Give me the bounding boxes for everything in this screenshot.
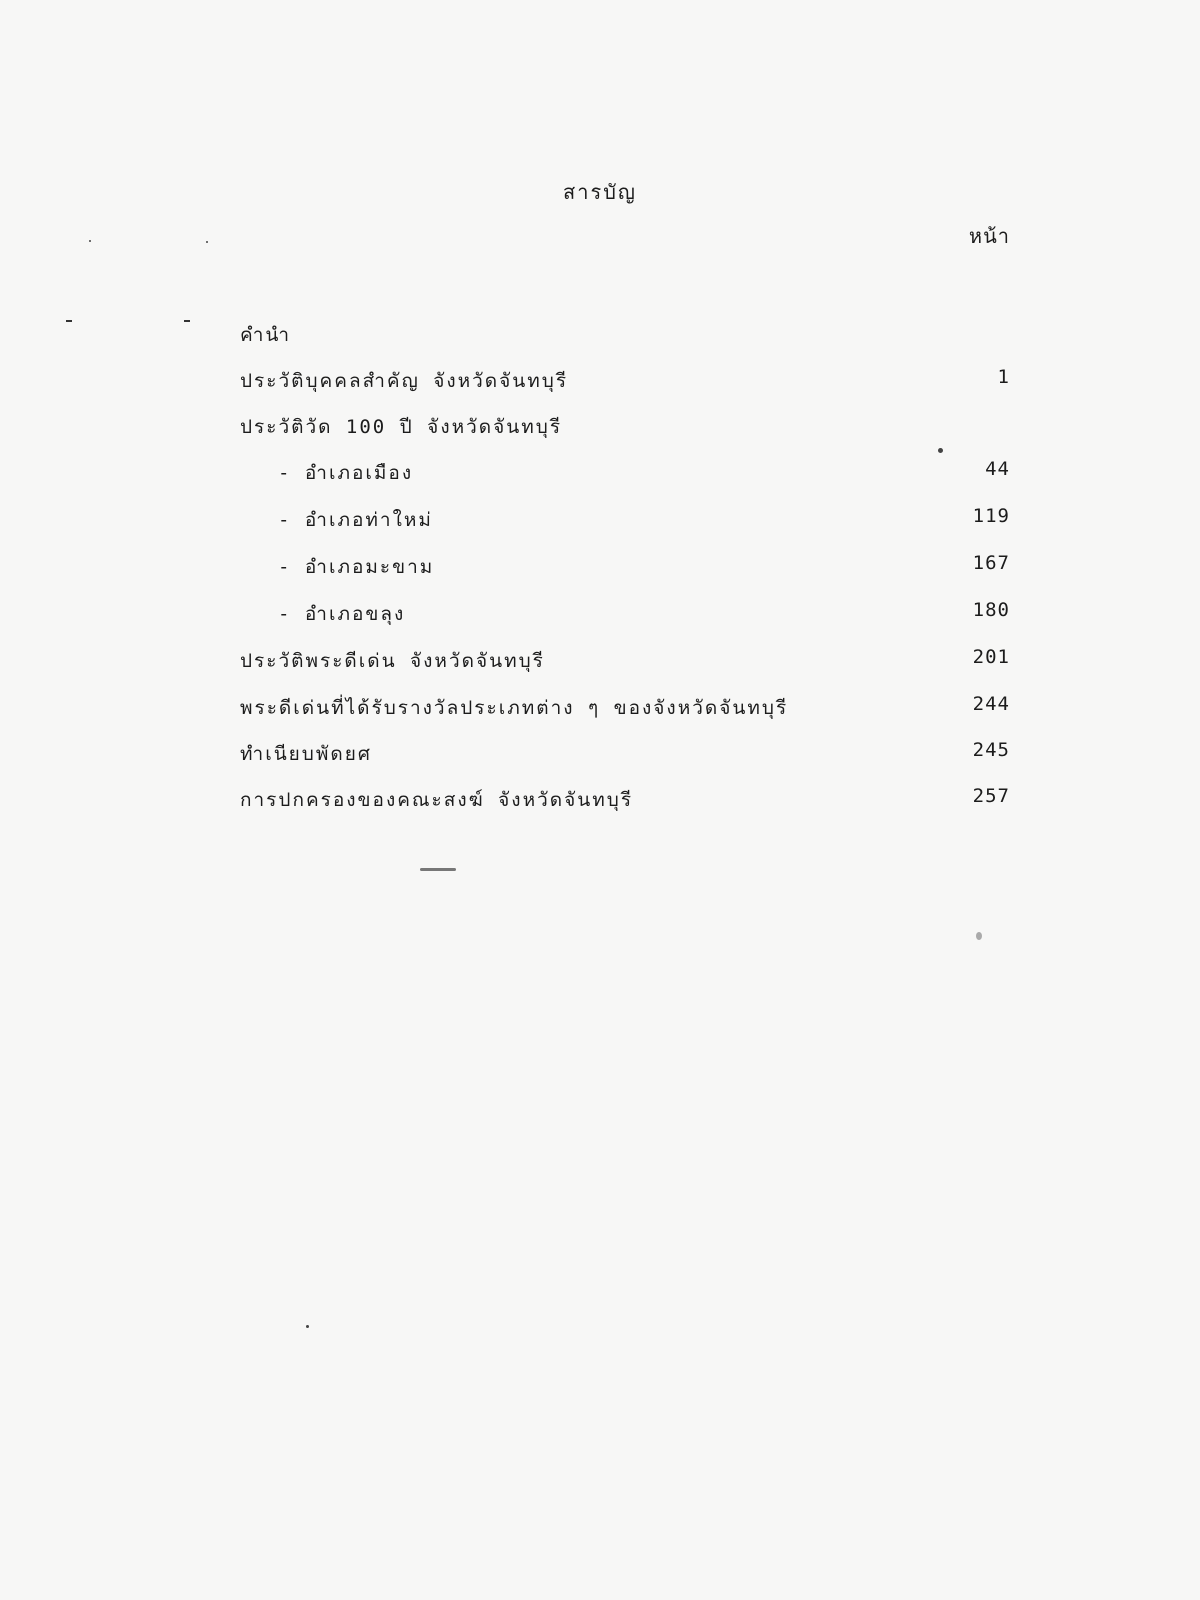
toc-entry-label: - อำเภอท่าใหม่ — [278, 509, 433, 531]
toc-entry-label: ประวัติพระดีเด่น จังหวัดจันทบุรี — [240, 650, 545, 672]
toc-entry-label: การปกครองของคณะสงฆ์ จังหวัดจันทบุรี — [240, 789, 634, 811]
scan-speck — [938, 448, 943, 453]
scan-speck — [306, 1325, 309, 1328]
toc-entry — [240, 785, 1010, 817]
toc-entry-label: คำนำ — [240, 324, 292, 346]
scan-speck — [206, 241, 208, 243]
toc-entry — [240, 320, 1010, 352]
toc-entry-page: 1 — [997, 366, 1010, 388]
toc-entry-label: ทำเนียบพัดยศ — [240, 743, 372, 765]
toc-entry-label: - อำเภอมะขาม — [278, 556, 435, 578]
toc-entry-page: 257 — [972, 785, 1010, 807]
toc-entry — [240, 739, 1010, 771]
toc-entry-label: ประวัติวัด 100 ปี จังหวัดจันทบุรี — [240, 416, 563, 438]
toc-subentry — [240, 458, 1010, 490]
scan-mark — [66, 320, 72, 322]
toc-entry-page: 244 — [972, 693, 1010, 715]
toc-entry — [240, 412, 1010, 444]
toc-entry-page: 119 — [972, 505, 1010, 527]
toc-subentry — [240, 552, 1010, 584]
toc-entry-page: 201 — [972, 646, 1010, 668]
toc-entry-page: 180 — [972, 599, 1010, 621]
toc-entry-label: ประวัติบุคคลสำคัญ จังหวัดจันทบุรี — [240, 370, 569, 392]
toc-entry-label: พระดีเด่นที่ได้รับรางวัลประเภทต่าง ๆ ของจังหวัดจันทบุรี — [240, 697, 789, 719]
scan-speck — [420, 868, 456, 871]
toc-entry-label: - อำเภอเมือง — [278, 462, 414, 484]
toc-subentry — [240, 599, 1010, 631]
scan-speck — [89, 240, 91, 242]
scan-speck — [976, 932, 982, 940]
toc-subentry — [240, 505, 1010, 537]
toc-entry — [240, 366, 1010, 398]
toc-entry-page: 44 — [985, 458, 1010, 480]
toc-entry — [240, 693, 1010, 725]
page-column-label: หน้า — [968, 224, 1010, 248]
toc-entry-page: 245 — [972, 739, 1010, 761]
toc-entry-page: 167 — [972, 552, 1010, 574]
toc-entry — [240, 646, 1010, 678]
toc-entry-label: - อำเภอขลุง — [278, 603, 406, 625]
scan-mark — [184, 320, 190, 322]
toc-title: สารบัญ — [563, 180, 637, 204]
